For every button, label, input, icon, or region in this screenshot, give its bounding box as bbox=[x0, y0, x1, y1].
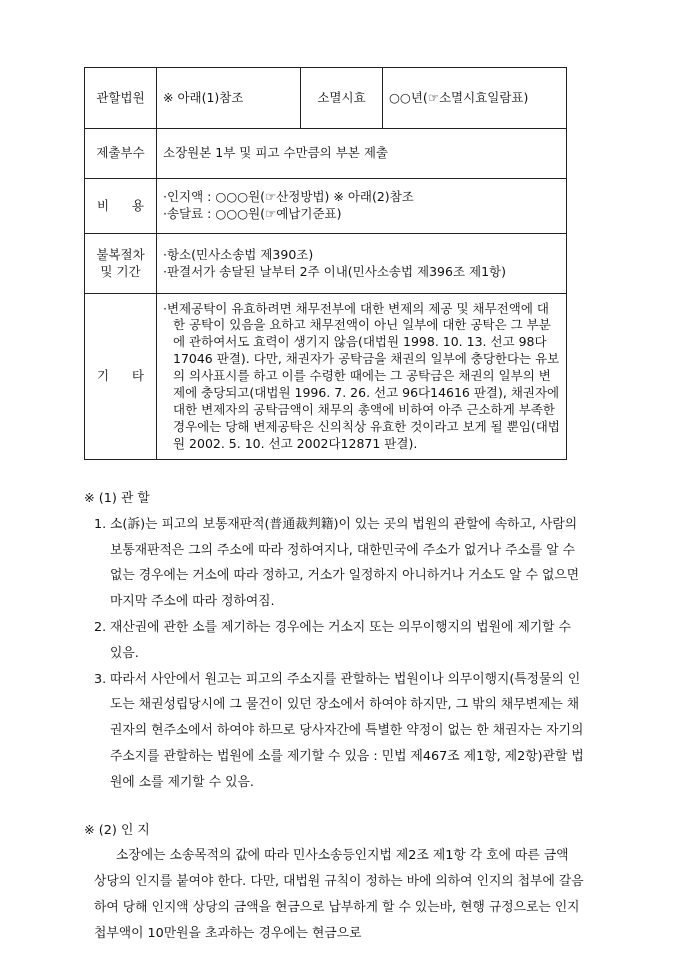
item-number: 3. bbox=[94, 671, 107, 687]
stamp-paragraph: 소장에는 소송목적의 값에 따라 민사소송등인지법 제2조 제1항 각 호에 따른 금액 상당의 인지를 붙여야 한다. 다만, 대법원 규칙이 정하는 바에 의하여 인지의 첩부에 갈음하여 당해 인지액 상당의 금액을 현금으로 납부하게 할 수 있는바, 현행 규정으로는 인지첩부액이 10만원을 초과하는 경우에는 현금으로 bbox=[94, 848, 584, 941]
appeal-label-line-2: 및 기간 bbox=[100, 263, 141, 279]
stamp-heading: ※ (2) 인 지 bbox=[84, 822, 150, 838]
table-row bbox=[85, 179, 567, 234]
court-label: 관할법원 bbox=[85, 68, 157, 129]
item-number: 1. bbox=[94, 516, 107, 532]
copies-label: 제출부수 bbox=[85, 129, 157, 179]
appeal-line-2: ·판결서가 송달된 날부터 2주 이내(민사소송법 제396조 제1항) bbox=[163, 263, 506, 279]
service-fee-line: ·송달료 : ○○○원(☞예납기준표) bbox=[163, 206, 342, 221]
notes-section bbox=[84, 486, 584, 947]
expiry-label: 소멸시효 bbox=[301, 68, 383, 129]
jurisdiction-heading: ※ (1) 관 할 bbox=[84, 491, 150, 506]
appeal-label-line-1: 불복절차 bbox=[96, 246, 145, 262]
table-row bbox=[85, 129, 567, 179]
appeal-line-1: ·항소(민사소송법 제390조) bbox=[163, 246, 314, 262]
item-text: 따라서 사안에서 원고는 피고의 주소지를 관할하는 법원이나 의무이행지(특정물의 인도는 채권성립당시에 그 물건이 있던 장소에서 하여야 하지만, 그 밖의 채무변제는 채권자의 현주소에서 하여야 하므로 당사자간에 특별한 약정이 없는 한 채권자는 자기의 주소지를 관할하는 법원에 소를 제기할 수 있음 : 민법 제467조 제1항, 제2항)관할 법원에 소를 제기할 수 있음. bbox=[110, 671, 584, 790]
expiry-value: ○○년(☞소멸시효일람표) bbox=[383, 68, 567, 129]
cost-label-part-1: 비 bbox=[97, 197, 110, 213]
etc-label-part-2: 타 bbox=[131, 368, 144, 384]
list-item bbox=[84, 512, 584, 615]
copies-value: 소장원본 1부 및 피고 수만큼의 부본 제출 bbox=[157, 129, 567, 179]
table-row bbox=[85, 68, 567, 129]
list-item bbox=[84, 615, 584, 667]
stamp-fee-line: ·인지액 : ○○○원(☞산정방법) ※ 아래(2)참조 bbox=[163, 189, 414, 205]
appeal-label bbox=[85, 234, 157, 294]
cost-label-part-2: 용 bbox=[131, 197, 144, 213]
table-row bbox=[85, 234, 567, 294]
summary-table bbox=[84, 67, 567, 460]
appeal-value bbox=[157, 234, 567, 294]
cost-label bbox=[85, 179, 157, 234]
list-item bbox=[84, 667, 584, 796]
etc-label bbox=[85, 294, 157, 460]
jurisdiction-list bbox=[84, 512, 584, 796]
item-number: 2. bbox=[94, 619, 107, 635]
court-value: ※ 아래(1)참조 bbox=[157, 68, 301, 129]
etc-value bbox=[157, 294, 567, 460]
table-row bbox=[85, 294, 567, 460]
etc-body: ·변제공탁이 유효하려면 채무전부에 대한 변제의 제공 및 채무전액에 대한 공탁이 있음을 요하고 채무전액이 아닌 일부에 대한 공탁은 그 부분에 관하여서도 효력이 생기지 않음(대법원 1998. 10. 13. 선고 98다17046 판결). 다만, 채권자가 공탁금을 채권의 일부에 충당한다는 유보의 의사표시를 하고 이를 수령한 때에는 그 공탁금은 채권의 일부의 변제에 충당되고(대법원 1996. 7. 26. 선고 96다14616 판결), 채권자에 대한 변제자의 공탁금액이 채무의 총액에 비하여 아주 근소하게 부족한 경우에는 당해 변제공탁은 신의칙상 유효한 것이라고 보게 될 뿐임(대법원 2002. 5. 10. 선고 2002다12871 판결). bbox=[163, 300, 560, 451]
etc-label-part-1: 기 bbox=[97, 368, 110, 384]
item-text: 재산권에 관한 소를 제기하는 경우에는 거소지 또는 의무이행지의 법원에 제기할 수 있음. bbox=[110, 619, 571, 661]
cost-value bbox=[157, 179, 567, 234]
item-text: 소(訴)는 피고의 보통재판적(普通裁判籍)이 있는 곳의 법원의 관할에 속하고, 사람의 보통재판적은 그의 주소에 따라 정하여지나, 대한민국에 주소가 없거나 주소를 알 수 없는 경우에는 거소에 따라 정하고, 거소가 일정하지 아니하거나 거소도 알 수 없으면 마지막 주소에 따라 정하여짐. bbox=[110, 516, 580, 610]
